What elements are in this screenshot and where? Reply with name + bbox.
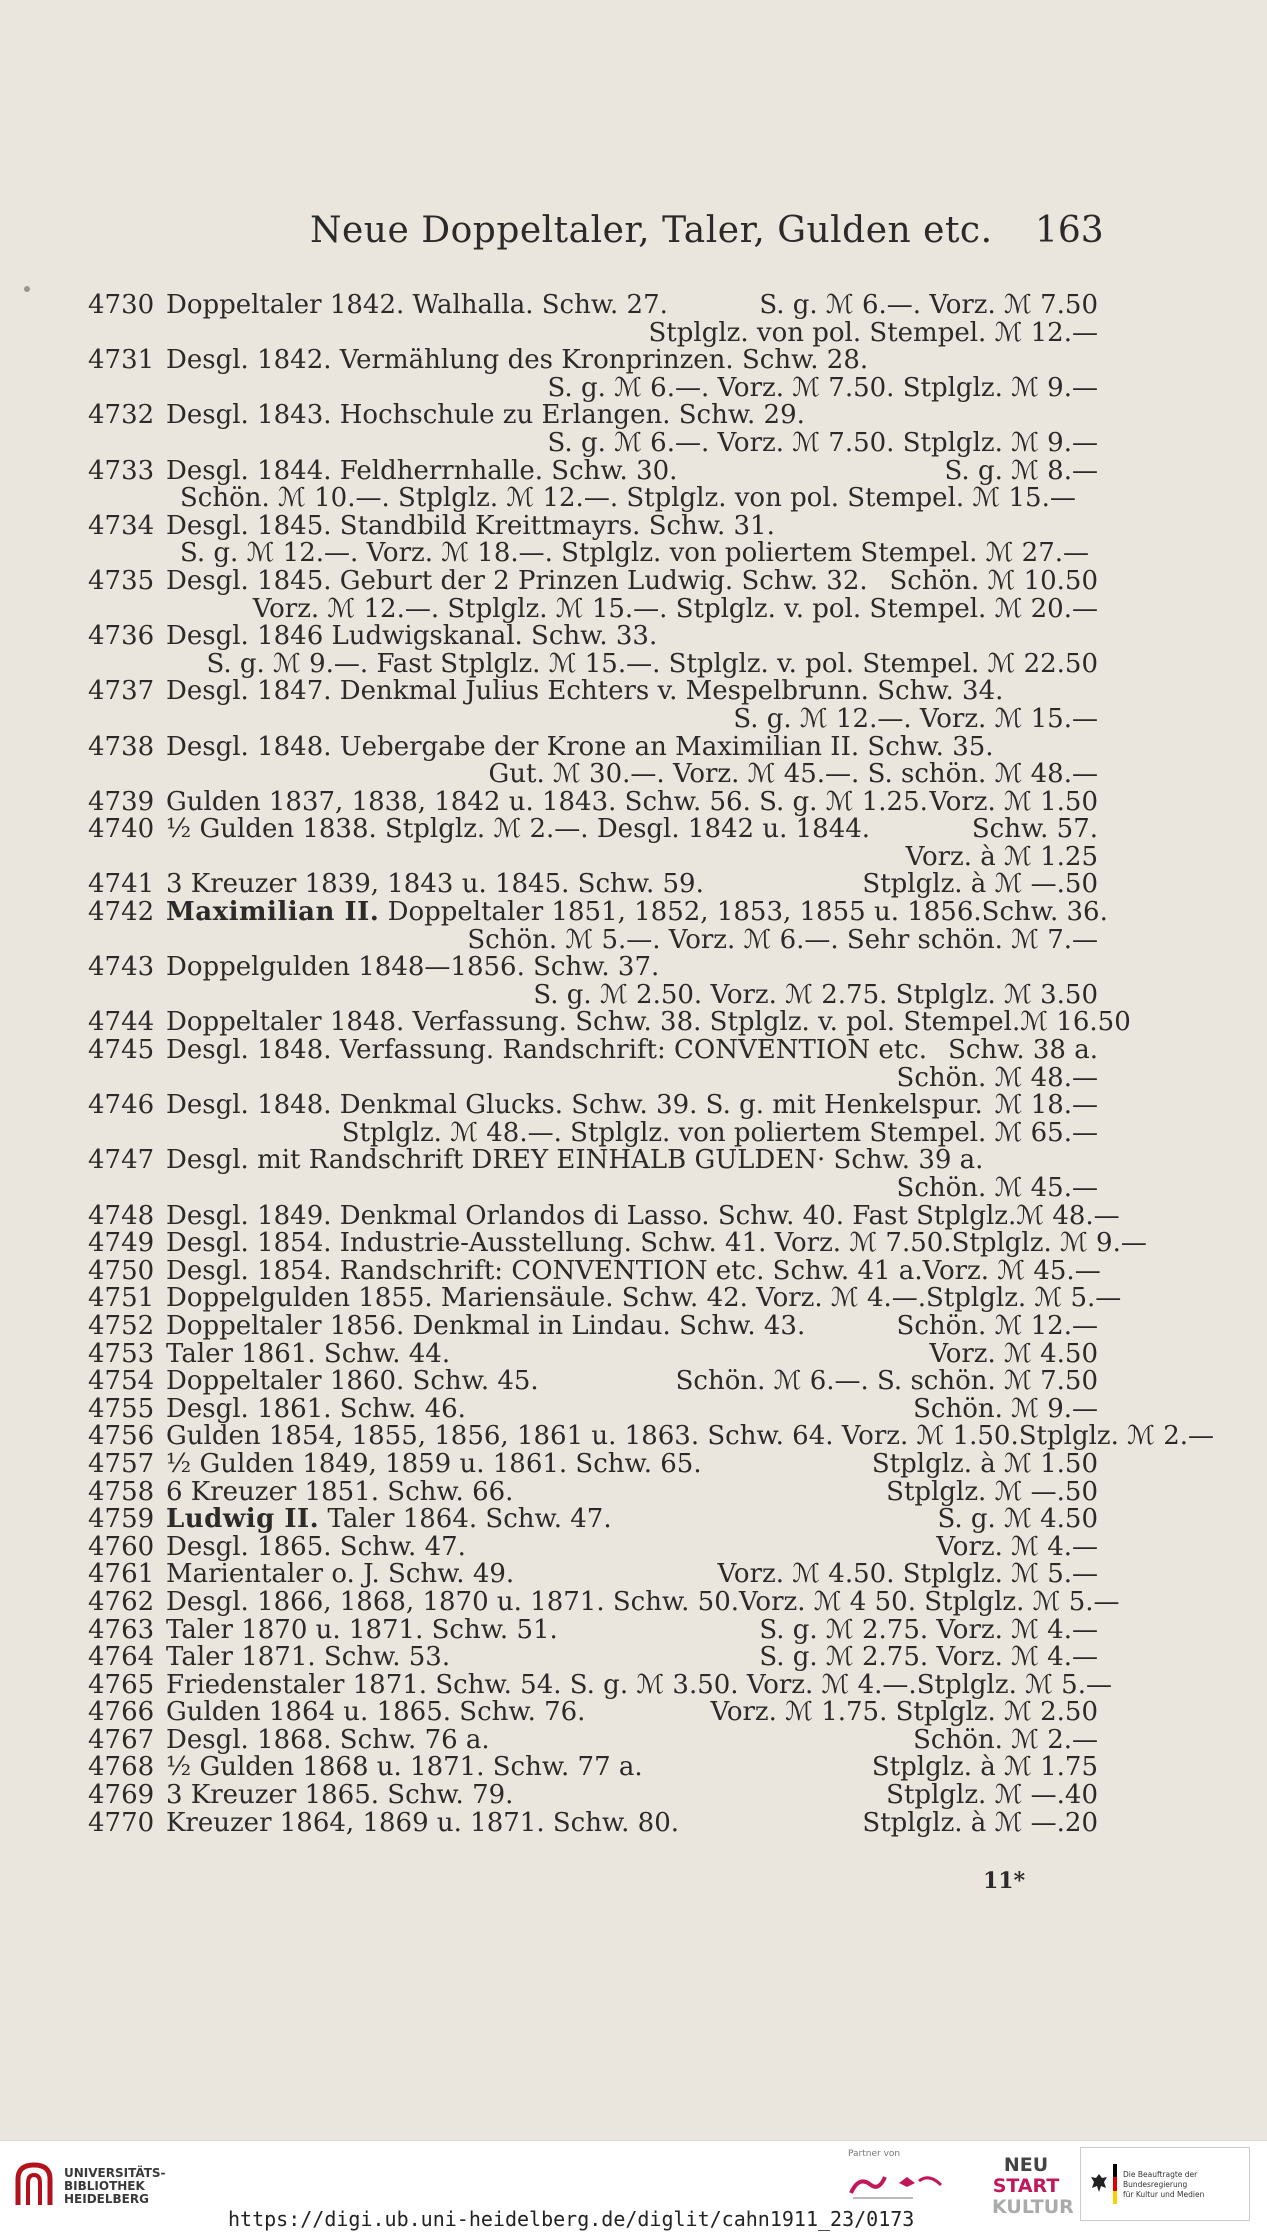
- running-header: [0, 210, 1267, 260]
- entry-description: Gulden 1864 u. 1865. Schw. 76.: [166, 1697, 586, 1728]
- catalog-entry: [88, 1614, 1098, 1645]
- entry-description: 6 Kreuzer 1851. Schw. 66.: [166, 1476, 514, 1507]
- catalog-entry: [88, 347, 1098, 375]
- entry-description: Doppeltaler 1848. Verfassung. Schw. 38. Stplglz. v. pol. Stempel.: [166, 1007, 1021, 1038]
- partner-label: Partner von: [848, 2149, 901, 2159]
- catalog-entry: [88, 678, 1098, 706]
- ink-speck: [24, 286, 30, 292]
- entry-number: 4768: [88, 1752, 155, 1783]
- catalog-entry: [88, 1147, 1098, 1175]
- entry-number: 4747: [88, 1145, 155, 1176]
- catalog-entry: [88, 1754, 1098, 1782]
- entry-continuation: Stplglz. von pol. Stempel. ℳ 12.—: [648, 317, 1098, 348]
- entry-continuation: Schön. ℳ 45.—: [896, 1173, 1098, 1203]
- entry-continuation: Schön. ℳ 5.—. Vorz. ℳ 6.—. Sehr schön. ℳ 7.—: [467, 924, 1098, 955]
- entry-description: Kreuzer 1864, 1869 u. 1871. Schw. 80.: [166, 1807, 680, 1838]
- catalog-entry: [88, 1506, 1098, 1534]
- catalog-entry: [88, 455, 1098, 486]
- entry-description: Desgl. mit Randschrift DREY EINHALB GULDEN· Schw. 39 a.: [166, 1145, 984, 1176]
- entry-description: Desgl. 1847. Denkmal Julius Echters v. Mespelbrunn. Schw. 34.: [166, 676, 1004, 707]
- entry-prices: Schön. ℳ 6.—. S. schön. ℳ 7.50: [675, 1366, 1098, 1397]
- catalog-entry: [88, 816, 1098, 844]
- entry-description: ½ Gulden 1838. Stplglz. ℳ 2.—. Desgl. 1842 u. 1844.: [166, 814, 871, 845]
- entry-description: Doppeltaler 1842. Walhalla. Schw. 27.: [166, 290, 668, 320]
- entry-continuation: S. g. ℳ 12.—. Vorz. ℳ 15.—: [733, 703, 1098, 734]
- entry-number: 4769: [88, 1780, 155, 1811]
- entry-description: Desgl. 1843. Hochschule zu Erlangen. Schw. 29.: [166, 400, 805, 431]
- entry-prices: Vorz. ℳ 4.50. Stplglz. ℳ 5.—: [717, 1559, 1098, 1590]
- entry-prices: Vorz. ℳ 1.75. Stplglz. ℳ 2.50: [710, 1697, 1098, 1728]
- entry-number: 4767: [88, 1724, 155, 1755]
- entry-prices: Stplglz. ℳ —.50: [886, 1476, 1098, 1507]
- digital-library-logo: [845, 2163, 955, 2203]
- catalog-entry: [88, 1228, 1147, 1259]
- entry-number: 4751: [88, 1283, 155, 1314]
- entry-prices: Stplglz. à ℳ 1.50: [871, 1448, 1098, 1479]
- entry-number: 4752: [88, 1310, 155, 1341]
- signature-mark: 11*: [983, 1868, 1026, 1894]
- entry-description: Desgl. 1848. Uebergabe der Krone an Maximilian II. Schw. 35.: [166, 731, 994, 762]
- entry-continuation: S. g. ℳ 6.—. Vorz. ℳ 7.50. Stplglz. ℳ 9.—: [547, 427, 1098, 458]
- entry-number: 4745: [88, 1035, 155, 1066]
- federal-eagle-icon: [1089, 2172, 1109, 2194]
- university-library-logo[interactable]: [14, 2161, 54, 2209]
- entry-number: 4730: [88, 290, 155, 320]
- entry-prices: Vorz. ℳ 45.—: [922, 1255, 1101, 1286]
- catalog-entry: [88, 1807, 1098, 1838]
- catalog-entries: [88, 290, 1214, 1838]
- entry-number: 4770: [88, 1807, 155, 1838]
- entry-prices: Schw. 38 a.: [948, 1035, 1098, 1066]
- entry-prices: Stplglz. ℳ 5.—: [916, 1669, 1112, 1700]
- entry-description: Doppeltaler 1860. Schw. 45.: [166, 1366, 539, 1397]
- entry-description: Desgl. 1845. Geburt der 2 Prinzen Ludwig. Schw. 32.: [166, 565, 868, 596]
- entry-prices: S. g. ℳ 2.75. Vorz. ℳ 4.—: [759, 1642, 1098, 1673]
- entry-description: Desgl. 1844. Feldherrnhalle. Schw. 30.: [166, 455, 678, 486]
- entry-number: 4731: [88, 345, 155, 376]
- university-library-name: UNIVERSITÄTS- BIBLIOTHEK HEIDELBERG: [64, 2166, 166, 2206]
- entry-number: 4744: [88, 1007, 155, 1038]
- german-flag-icon: [1113, 2164, 1117, 2204]
- catalog-entry: [88, 1644, 1098, 1672]
- page-title: Neue Doppeltaler, Taler, Gulden etc.: [310, 210, 993, 251]
- catalog-entry: [88, 292, 1098, 320]
- entry-description: Desgl. 1848. Denkmal Glucks. Schw. 39. S. g. mit Henkelspur.: [166, 1090, 983, 1121]
- page-number: 163: [1035, 210, 1104, 251]
- catalog-entry: [88, 1782, 1098, 1810]
- catalog-entry: [88, 954, 1098, 982]
- entry-description: Desgl. 1865. Schw. 47.: [166, 1531, 466, 1562]
- catalog-entry: [88, 897, 1108, 928]
- entry-description: [166, 1506, 937, 1534]
- entry-number: 4750: [88, 1255, 155, 1286]
- catalog-entry: [88, 402, 1098, 430]
- entry-number: 4742: [88, 897, 155, 928]
- entry-prices: Schw. 57.: [971, 814, 1098, 845]
- entry-prices: Stplglz. à ℳ —.20: [862, 1807, 1098, 1838]
- entry-prices: Stplglz. ℳ 2.—: [1018, 1421, 1214, 1452]
- entry-description: Desgl. 1842. Vermählung des Kronprinzen. Schw. 28.: [166, 345, 869, 376]
- entry-prices: Stplglz. ℳ 9.—: [951, 1228, 1147, 1259]
- entry-description: 3 Kreuzer 1865. Schw. 79.: [166, 1780, 514, 1811]
- page-url[interactable]: https://digi.ub.uni-heidelberg.de/diglit/cahn1911_23/0173: [228, 2207, 915, 2231]
- entry-number: 4741: [88, 869, 155, 900]
- entry-description: Desgl. 1845. Standbild Kreittmayrs. Schw. 31.: [166, 510, 775, 541]
- catalog-entry: [88, 1448, 1098, 1479]
- entry-number: 4737: [88, 676, 155, 707]
- entry-continuation: Stplglz. ℳ 48.—. Stplglz. von poliertem Stempel. ℳ 65.—: [341, 1117, 1098, 1148]
- entry-number: 4757: [88, 1448, 155, 1479]
- catalog-entry: [88, 1531, 1098, 1562]
- catalog-entry: [88, 1255, 1101, 1286]
- entry-prices: Vorz. ℳ 4.50: [929, 1338, 1098, 1369]
- entry-description: Friedenstaler 1871. Schw. 54. S. g. ℳ 3.50. Vorz. ℳ 4.—.: [166, 1669, 917, 1700]
- catalog-entry: [88, 1421, 1214, 1452]
- entry-number: 4736: [88, 621, 155, 652]
- entry-prices: S. g. ℳ 4.50: [937, 1504, 1098, 1535]
- catalog-entry: [88, 1724, 1098, 1755]
- entry-number: 4732: [88, 400, 155, 431]
- entry-number: 4761: [88, 1559, 155, 1590]
- catalog-entry: [88, 1092, 1098, 1120]
- entry-prices: Vorz. ℳ 1.50: [929, 786, 1098, 817]
- catalog-entry: [88, 731, 1098, 762]
- entry-description: Taler 1870 u. 1871. Schw. 51.: [166, 1614, 558, 1645]
- entry-prices: Schön. ℳ 10.50: [889, 565, 1098, 596]
- entry-number: 4749: [88, 1228, 155, 1259]
- entry-prices: S. g. ℳ 8.—: [944, 455, 1098, 486]
- catalog-entry: [88, 1476, 1098, 1507]
- catalog-entry: [88, 1586, 1120, 1617]
- entry-continuation: S. g. ℳ 9.—. Fast Stplglz. ℳ 15.—. Stplglz. v. pol. Stempel. ℳ 22.50: [206, 648, 1098, 679]
- entry-description: Desgl. 1848. Verfassung. Randschrift: CONVENTION etc.: [166, 1035, 928, 1066]
- entry-number: 4759: [88, 1504, 155, 1535]
- entry-description: Desgl. 1868. Schw. 76 a.: [166, 1724, 490, 1755]
- catalog-entry: [88, 1007, 1131, 1038]
- entry-description: Desgl. 1861. Schw. 46.: [166, 1393, 466, 1424]
- catalog-entry: [88, 565, 1098, 596]
- entry-number: 4766: [88, 1697, 155, 1728]
- entry-prices: Schön. ℳ 12.—: [896, 1310, 1098, 1341]
- entry-prices: Schw. 36.: [981, 897, 1108, 928]
- entry-description: [166, 899, 982, 927]
- entry-description: Gulden 1854, 1855, 1856, 1861 u. 1863. Schw. 64. Vorz. ℳ 1.50.: [166, 1421, 1019, 1452]
- entry-number: 4753: [88, 1338, 155, 1369]
- catalog-entry: [88, 786, 1098, 817]
- entry-prices: Stplglz. à ℳ —.50: [862, 869, 1098, 900]
- catalog-entry: [88, 623, 1098, 651]
- entry-prices: Stplglz. ℳ —.40: [886, 1780, 1098, 1811]
- entry-number: 4738: [88, 731, 155, 762]
- entry-number: 4762: [88, 1586, 155, 1617]
- entry-description: Desgl. 1846 Ludwigskanal. Schw. 33.: [166, 621, 658, 652]
- entry-continuation: S. g. ℳ 6.—. Vorz. ℳ 7.50. Stplglz. ℳ 9.—: [547, 372, 1098, 403]
- entry-number: 4758: [88, 1476, 155, 1507]
- entry-number: 4756: [88, 1421, 155, 1452]
- entry-prices: Stplglz. ℳ 5.—: [926, 1283, 1122, 1314]
- catalog-entry: [88, 1368, 1098, 1396]
- entry-description: Taler 1861. Schw. 44.: [166, 1338, 451, 1369]
- entry-prices: S. g. ℳ 6.—. Vorz. ℳ 7.50: [759, 290, 1098, 320]
- entry-number: 4763: [88, 1614, 155, 1645]
- entry-number: 4755: [88, 1393, 155, 1424]
- neustart-kultur-logo: NEU START KULTUR: [992, 2154, 1074, 2218]
- entry-number: 4765: [88, 1669, 155, 1700]
- catalog-entry: [88, 1561, 1098, 1589]
- catalog-entry: [88, 1310, 1098, 1341]
- entry-number: 4760: [88, 1531, 155, 1562]
- entry-prices: Schön. ℳ 2.—: [913, 1724, 1098, 1755]
- entry-continuation: Vorz. à ℳ 1.25: [905, 841, 1098, 872]
- entry-continuation: S. g. ℳ 12.—. Vorz. ℳ 18.—. Stplglz. von poliertem Stempel. ℳ 27.—: [180, 538, 1090, 569]
- entry-description: Doppelgulden 1848—1856. Schw. 37.: [166, 952, 660, 983]
- entry-description: ½ Gulden 1849, 1859 u. 1861. Schw. 65.: [166, 1448, 702, 1479]
- entry-description: Desgl. 1866, 1868, 1870 u. 1871. Schw. 50.: [166, 1586, 740, 1617]
- entry-continuation: Schön. ℳ 48.—: [896, 1062, 1098, 1093]
- viewer-footer: [0, 2140, 1267, 2232]
- entry-description: Desgl. 1854. Randschrift: CONVENTION etc. Schw. 41 a.: [166, 1255, 923, 1286]
- entry-description: Desgl. 1854. Industrie-Ausstellung. Schw. 41. Vorz. ℳ 7.50.: [166, 1228, 952, 1259]
- bkm-text: Die Beauftragte der Bundesregierung für Kultur und Medien: [1123, 2170, 1205, 2199]
- entry-description: Doppeltaler 1856. Denkmal in Lindau. Schw. 43.: [166, 1310, 806, 1341]
- entry-number: 4746: [88, 1090, 155, 1121]
- entry-prices: Schön. ℳ 9.—: [913, 1393, 1098, 1424]
- catalog-entry: [88, 1200, 1120, 1231]
- entry-number: 4733: [88, 455, 155, 486]
- entry-continuation: Schön. ℳ 10.—. Stplglz. ℳ 12.—. Stplglz. von pol. Stempel. ℳ 15.—: [180, 483, 1076, 514]
- catalog-entry: [88, 1037, 1098, 1065]
- catalog-entry: [88, 1699, 1098, 1727]
- entry-number: 4764: [88, 1642, 155, 1673]
- entry-description-text: Taler 1864. Schw. 47.: [319, 1504, 612, 1535]
- entry-prices: Stplglz. à ℳ 1.75: [871, 1752, 1098, 1783]
- entry-prices: ℳ 48.—: [1016, 1200, 1120, 1231]
- entry-prices: ℳ 18.—: [994, 1090, 1098, 1121]
- entry-number: 4748: [88, 1200, 155, 1231]
- entry-description: ½ Gulden 1868 u. 1871. Schw. 77 a.: [166, 1752, 643, 1783]
- entry-continuation: S. g. ℳ 2.50. Vorz. ℳ 2.75. Stplglz. ℳ 3.50: [533, 979, 1098, 1010]
- entry-description: Marientaler o. J. Schw. 49.: [166, 1559, 515, 1590]
- bkm-logo: [1080, 2147, 1250, 2221]
- entry-description: Doppelgulden 1855. Mariensäule. Schw. 42. Vorz. ℳ 4.—.: [166, 1283, 927, 1314]
- catalog-entry: [88, 1338, 1098, 1369]
- entry-description-text: Doppeltaler 1851, 1852, 1853, 1855 u. 1856.: [379, 897, 982, 928]
- entry-prices: ℳ 16.50: [1020, 1007, 1131, 1038]
- entry-description: Gulden 1837, 1838, 1842 u. 1843. Schw. 56. S. g. ℳ 1.25.: [166, 786, 928, 817]
- entry-description: Desgl. 1849. Denkmal Orlandos di Lasso. Schw. 40. Fast Stplglz.: [166, 1200, 1017, 1231]
- entry-prices: Vorz. ℳ 4.—: [936, 1531, 1098, 1562]
- catalog-entry: [88, 871, 1098, 899]
- entry-number: 4739: [88, 786, 155, 817]
- entry-description: 3 Kreuzer 1839, 1843 u. 1845. Schw. 59.: [166, 869, 704, 900]
- catalog-entry: [88, 1283, 1122, 1314]
- entry-number: 4735: [88, 565, 155, 596]
- entry-number: 4743: [88, 952, 155, 983]
- ruler-heading: Ludwig II.: [166, 1504, 320, 1535]
- catalog-entry: [88, 1669, 1112, 1700]
- catalog-entry: [88, 510, 1098, 541]
- entry-description: Taler 1871. Schw. 53.: [166, 1642, 451, 1673]
- entry-number: 4754: [88, 1366, 155, 1397]
- entry-prices: S. g. ℳ 2.75. Vorz. ℳ 4.—: [759, 1614, 1098, 1645]
- ruler-heading: Maximilian II.: [166, 897, 380, 928]
- entry-prices: Vorz. ℳ 4 50. Stplglz. ℳ 5.—: [739, 1586, 1120, 1617]
- entry-number: 4734: [88, 510, 155, 541]
- catalog-entry: [88, 1393, 1098, 1424]
- entry-continuation: Vorz. ℳ 12.—. Stplglz. ℳ 15.—. Stplglz. v. pol. Stempel. ℳ 20.—: [252, 593, 1098, 624]
- entry-number: 4740: [88, 814, 155, 845]
- entry-continuation: Gut. ℳ 30.—. Vorz. ℳ 45.—. S. schön. ℳ 48.—: [488, 759, 1098, 790]
